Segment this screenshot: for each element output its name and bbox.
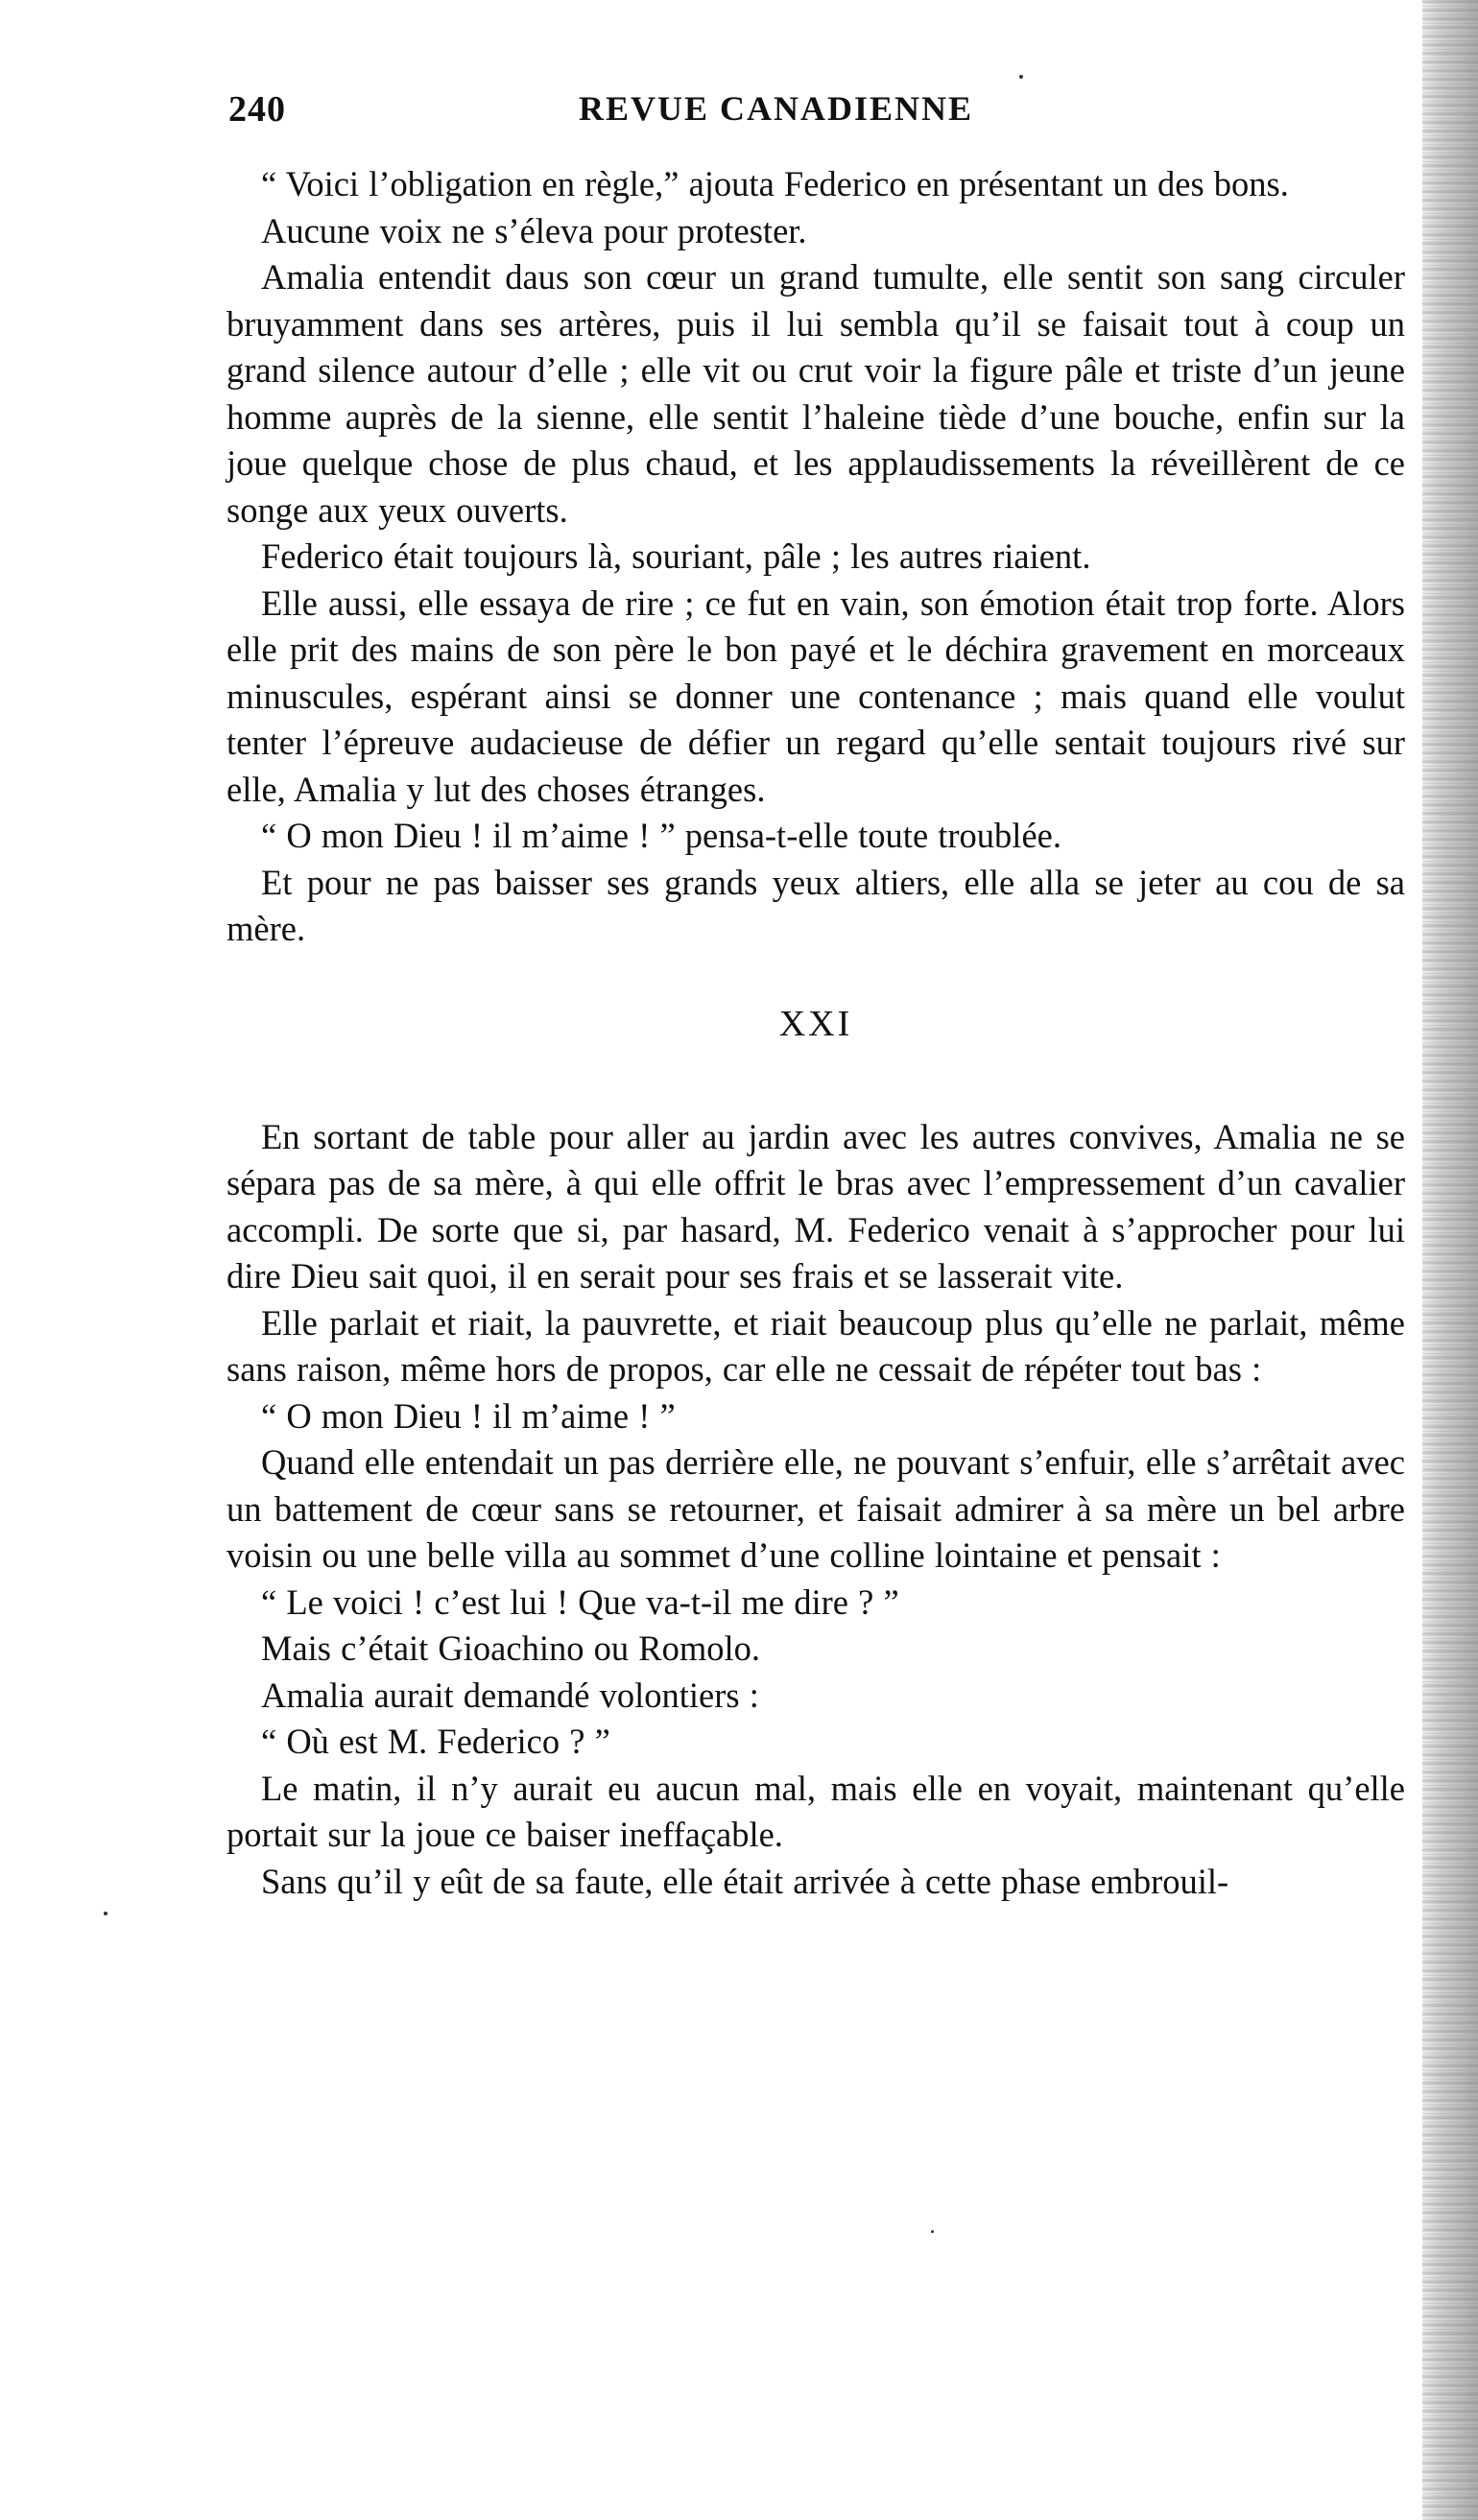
paragraph: Sans qu’il y eût de sa faute, elle était arrivée à cette phase embrouil- [261,1861,1229,1901]
paragraph: Elle aussi, elle essaya de rire ; ce fut en vain, son émotion était trop forte. Alors elle prit des mains de son père le bon payé et le déchira gravement en morceaux minuscules, espérant ainsi se donner une contenance ; mais quand elle voulut tenter l’épreuve audacieuse de défier un regard qu’elle sentait toujours rivé sur elle, Amalia y lut des choses étranges. [226,582,1405,809]
page-number: 240 [228,89,286,130]
scan-speck [104,1912,107,1915]
paragraph: Amalia entendit daus son cœur un grand tumulte, elle sentit son sang circuler bruyamment dans ses artères, puis il lui sembla qu’il se faisait tout à coup un grand silence autour d’elle ; elle vit ou crut voir la figure pâle et triste d’un jeune homme auprès de la sienne, elle sentit l’haleine tiède d’une bouche, enfin sur la joue quelque chose de plus chaud, et les applaudissements la réveillèrent de ce songe aux yeux ouverts. [226,257,1405,530]
paragraph: Mais c’était Gioachino ou Romolo. [261,1628,760,1668]
paragraph: “ O mon Dieu ! il m’aime ! ” pensa-t-elle toute troublée. [261,816,1061,855]
paragraph: Le matin, il n’y aurait eu aucun mal, mais elle en voyait, maintenant qu’elle portait sur la joue ce baiser ineffaçable. [226,1768,1405,1854]
paragraph: Elle parlait et riait, la pauvrette, et riait beaucoup plus qu’elle ne parlait, même sans raison, même hors de propos, car elle ne cessait de répéter tout bas : [226,1302,1405,1389]
paragraph: Quand elle entendait un pas derrière elle, ne pouvant s’enfuir, elle s’arrêtait avec un battement de cœur sans se retourner, et faisait admirer à sa mère un bel arbre voisin ou une belle villa au sommet d’une colline lointaine et pensait : [226,1442,1405,1575]
paragraph: Aucune voix ne s’éleva pour protester. [261,210,807,250]
paragraph: En sortant de table pour aller au jardin avec les autres convives, Amalia ne se sépara pas de sa mère, à qui elle offrit le bras avec l’empressement d’un cavalier accompli. De sorte que si, par hasard, M. Federico venait à s’approcher pour lui dire Dieu sait quoi, il en serait pour ses frais et se lasserait vite. [226,1116,1405,1296]
journal-title: REVUE CANADIENNE [579,89,974,128]
scanned-page-edge [1422,0,1478,2520]
paragraph: Et pour ne pas baisser ses grands yeux altiers, elle alla se jeter au cou de sa mère. [226,862,1405,948]
paragraph: Amalia aurait demandé volontiers : [261,1675,759,1715]
running-header [228,88,1073,136]
paragraph: “ Voici l’obligation en règle,” ajouta Federico en présentant un des bons. [261,164,1289,203]
body-text [226,161,1405,1905]
chapter-heading: XXI [778,1003,853,1044]
paragraph: “ O mon Dieu ! il m’aime ! ” [261,1395,676,1436]
scan-speck [1019,75,1023,79]
scan-speck [931,2230,934,2233]
paragraph: “ Où est M. Federico ? ” [261,1722,610,1761]
paragraph: Federico était toujours là, souriant, pâle ; les autres riaient. [261,536,1091,576]
paragraph: “ Le voici ! c’est lui ! Que va-t-il me dire ? ” [261,1581,899,1622]
